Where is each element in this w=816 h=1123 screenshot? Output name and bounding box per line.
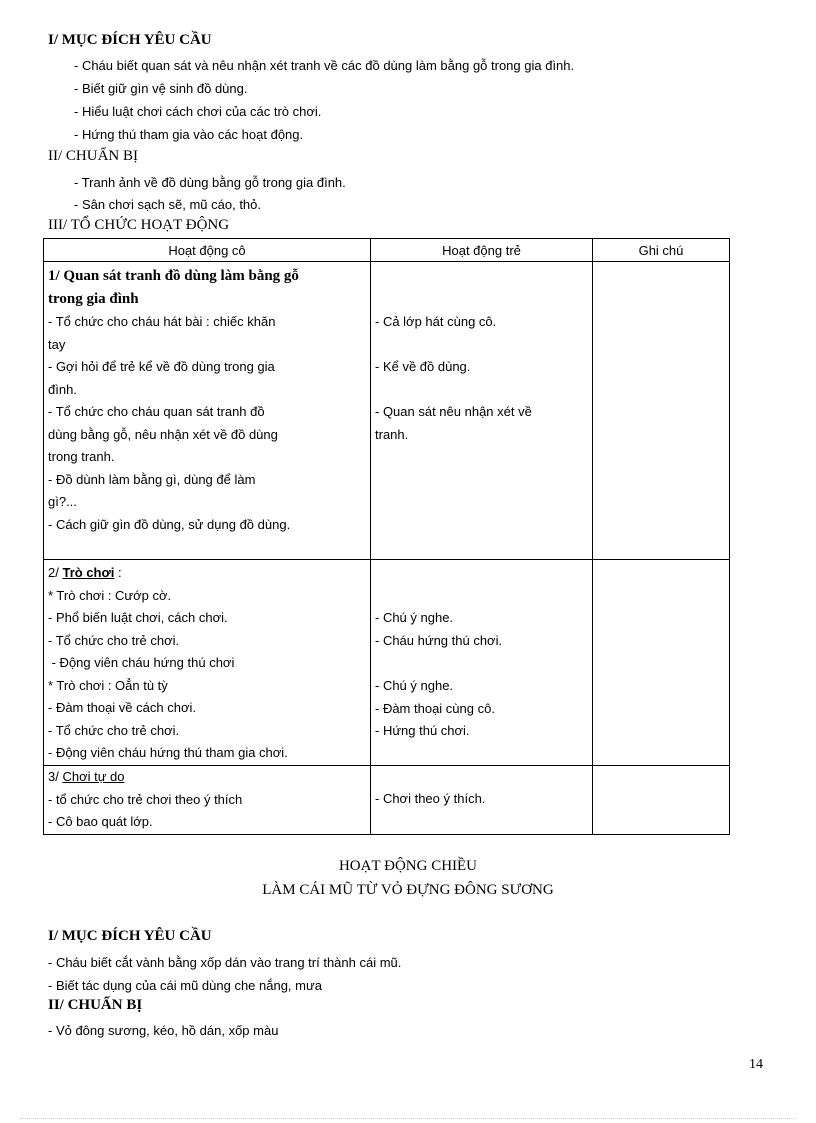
block-title: trong gia đình bbox=[48, 291, 139, 307]
list-item: - Chơi theo ý thích. bbox=[375, 791, 486, 806]
table-row bbox=[44, 262, 730, 560]
child-activity-cell bbox=[371, 262, 593, 560]
section-heading-preparation: II/ CHUẨN BỊ bbox=[48, 148, 138, 164]
notes-cell bbox=[593, 560, 730, 766]
list-item: - Gợi hỏi để trẻ kể về đồ dùng trong gia bbox=[48, 359, 275, 374]
header-child-activity: Hoạt động trẻ bbox=[371, 239, 593, 262]
list-item: - Cháu hứng thú chơi. bbox=[375, 632, 503, 648]
list-item: - Quan sát nêu nhận xét về bbox=[375, 404, 532, 419]
child-activity-cell bbox=[371, 766, 593, 835]
block-title: 2/ Trò chơi : bbox=[48, 565, 122, 580]
header-teacher-activity: Hoạt động cô bbox=[44, 239, 371, 262]
list-item: * Trò chơi : Oẳn tù tỳ bbox=[48, 677, 168, 693]
teacher-activity-cell bbox=[44, 262, 371, 560]
afternoon-title: HOẠT ĐỘNG CHIỀU bbox=[338, 858, 478, 874]
list-item: - Tổ chức cho cháu hát bài : chiếc khăn bbox=[48, 314, 276, 329]
header-notes: Ghi chú bbox=[593, 239, 730, 262]
table-header-row bbox=[44, 239, 730, 262]
block-title: 1/ Quan sát tranh đồ dùng làm bằng gỗ bbox=[48, 268, 299, 284]
table-row bbox=[44, 560, 730, 766]
notes-cell bbox=[593, 766, 730, 835]
notes-cell bbox=[593, 262, 730, 560]
list-item: - Động viên cháu hứng thú chơi bbox=[48, 655, 235, 670]
section-heading-activities: III/ TỔ CHỨC HOẠT ĐỘNG bbox=[48, 217, 230, 233]
list-item: - Hứng thú chơi. bbox=[375, 723, 470, 738]
objective-item: - Cháu biết quan sát và nêu nhận xét tranh về các đồ dùng làm bằng gỗ trong gia đình. bbox=[74, 58, 575, 73]
list-item: trong tranh. bbox=[48, 449, 115, 464]
child-activity-cell bbox=[371, 560, 593, 766]
list-item: * Trò chơi : Cướp cờ. bbox=[48, 587, 172, 603]
objective-item: - Cháu biết cắt vành bằng xốp dán vào trang trí thành cái mũ. bbox=[48, 955, 402, 970]
activity-table bbox=[43, 238, 730, 835]
list-item: - Cả lớp hát cùng cô. bbox=[375, 314, 497, 329]
list-item: - Chú ý nghe. bbox=[375, 678, 454, 693]
list-item: - Tổ chức cho trẻ chơi. bbox=[48, 722, 180, 738]
list-item: - Đồ dùnh làm bằng gì, dùng để làm bbox=[48, 471, 256, 487]
list-item: - Đàm thoại cùng cô. bbox=[375, 700, 495, 716]
page-number: 14 bbox=[749, 1057, 763, 1072]
objective-item: - Hứng thú tham gia vào các hoạt động. bbox=[74, 127, 304, 142]
list-item: dùng bằng gỗ, nêu nhận xét về đồ dùng bbox=[48, 426, 278, 442]
list-item: đình. bbox=[48, 381, 77, 397]
list-item: - Cô bao quát lớp. bbox=[48, 814, 153, 829]
section-heading-objectives: I/ MỤC ĐÍCH YÊU CẦU bbox=[48, 928, 212, 944]
section-heading-preparation: II/ CHUẨN BỊ bbox=[48, 997, 143, 1013]
list-item: - Cách giữ gìn đồ dùng, sử dụng đồ dùng. bbox=[48, 516, 291, 532]
list-item: - Tổ chức cho cháu quan sát tranh đồ bbox=[48, 404, 265, 419]
preparation-item: - Tranh ảnh về đồ dùng bằng gỗ trong gia đình. bbox=[74, 175, 346, 190]
list-item: - Tổ chức cho trẻ chơi. bbox=[48, 632, 180, 648]
list-item: gì?... bbox=[48, 494, 77, 509]
list-item: - Chú ý nghe. bbox=[375, 610, 454, 625]
page-divider bbox=[20, 1118, 796, 1119]
list-item: tranh. bbox=[375, 426, 409, 442]
list-item: - tổ chức cho trẻ chơi theo ý thích bbox=[48, 791, 243, 807]
objective-item: - Biết tác dụng của cái mũ dùng che nắng, mưa bbox=[48, 978, 322, 993]
preparation-item: - Vỏ đông sương, kéo, hồ dán, xốp màu bbox=[48, 1023, 279, 1038]
teacher-activity-cell bbox=[44, 560, 371, 766]
list-item: - Động viên cháu hứng thú tham gia chơi. bbox=[48, 745, 288, 760]
table-row bbox=[44, 766, 730, 835]
list-item: - Đàm thoại về cách chơi. bbox=[48, 700, 196, 715]
teacher-activity-cell bbox=[44, 766, 371, 835]
objective-item: - Hiểu luật chơi cách chơi của các trò chơi. bbox=[74, 104, 322, 119]
preparation-item: - Sân chơi sạch sẽ, mũ cáo, thỏ. bbox=[74, 197, 262, 212]
objective-item: - Biết giữ gìn vệ sinh đồ dùng. bbox=[74, 81, 248, 96]
block-title: 3/ Chơi tự do bbox=[48, 769, 125, 784]
list-item: - Phổ biến luật chơi, cách chơi. bbox=[48, 610, 228, 625]
section-heading-objectives: I/ MỤC ĐÍCH YÊU CẦU bbox=[48, 32, 212, 48]
list-item: - Kể về đồ dùng. bbox=[375, 359, 471, 374]
afternoon-subtitle: LÀM CÁI MŨ TỪ VỎ ĐỰNG ĐÔNG SƯƠNG bbox=[262, 882, 554, 898]
list-item: tay bbox=[48, 336, 66, 352]
